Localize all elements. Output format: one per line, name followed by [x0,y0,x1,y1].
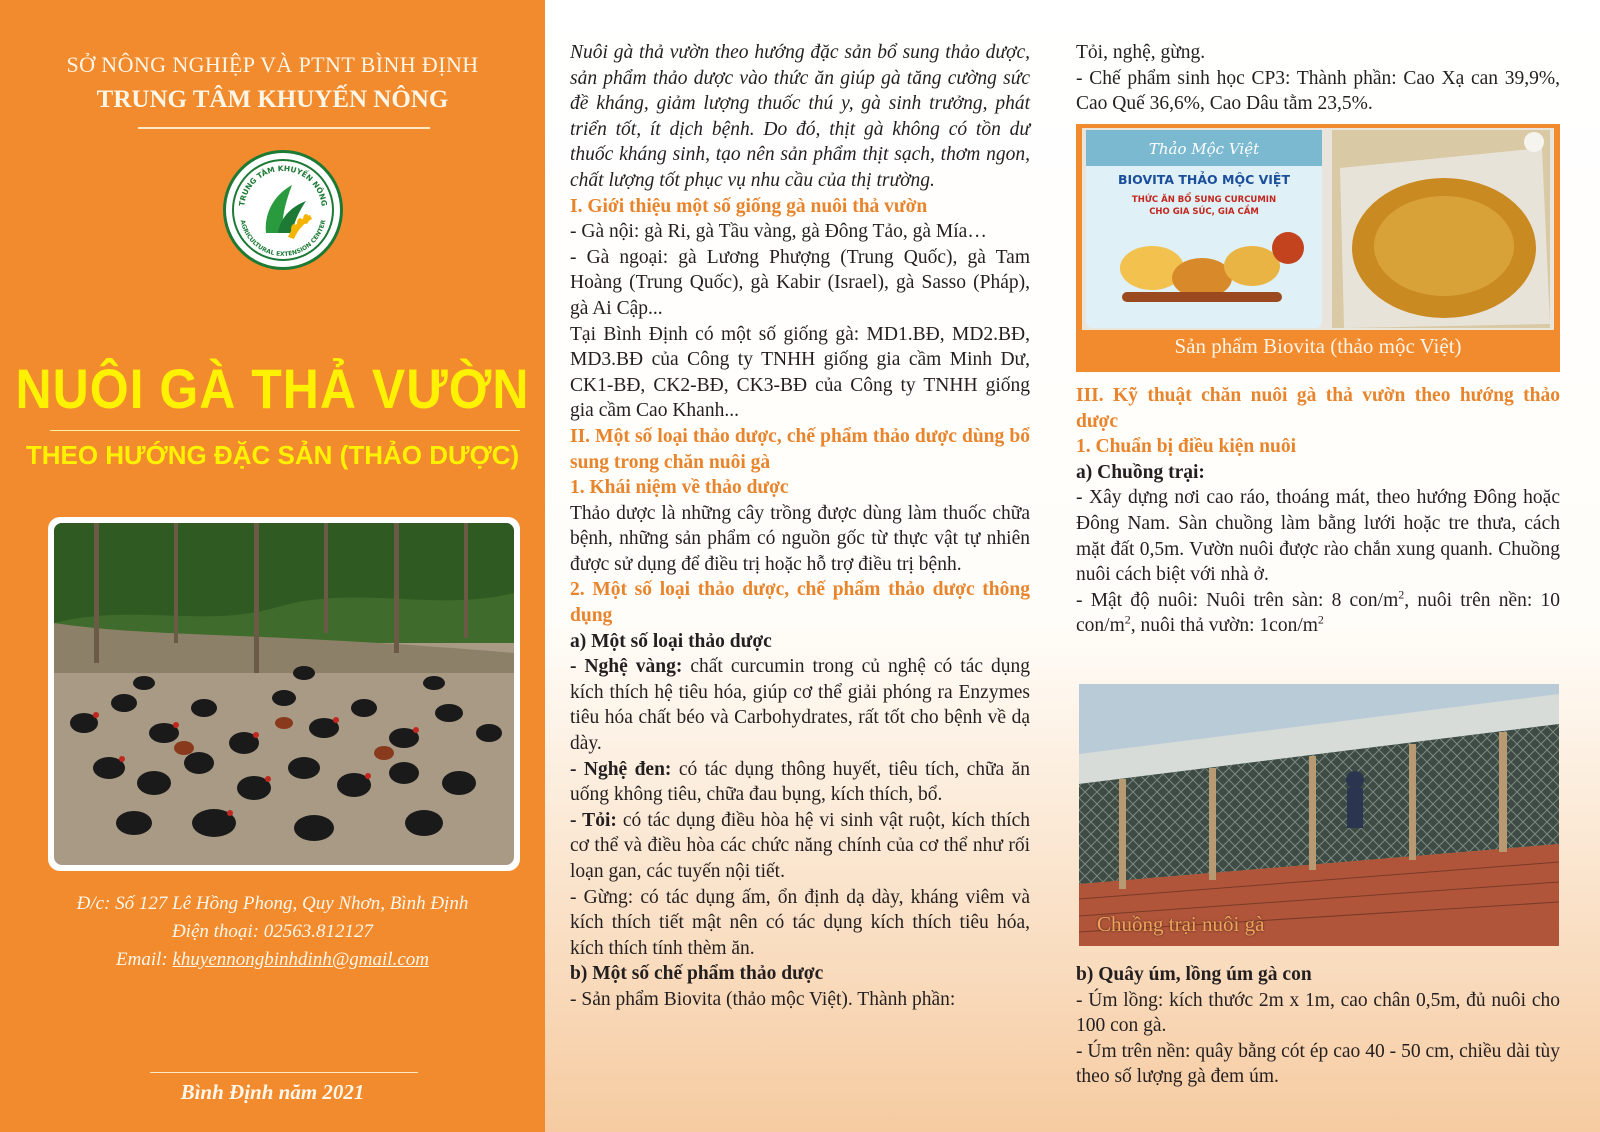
logo-top-text: TRUNG TÂM KHUYẾN NÔNG [237,163,329,207]
floor-brooding: - Úm trên nền: quây bằng cót ép cao 40 - 50 cm, chiều dài tùy theo số lượng gà đem úm. [1076,1040,1560,1088]
herb-list-heading: a) Một số loại thảo dược [570,630,772,652]
title-rule [50,430,520,431]
black-turmeric-label: - Nghệ đen: [570,758,672,780]
subsection-heading-2-1: 1. Khái niệm về thảo dược [570,477,789,499]
garlic-label: - Tỏi: [570,809,617,831]
right-column-top [1076,40,1560,117]
subsection-heading-2-2: 2. Một số loại thảo dược, chế phẩm thảo dược thông dụng [570,579,1030,627]
density-ground: , nuôi trên nền: 10 con/m [1076,589,1560,637]
publication-year: Bình Định năm 2021 [180,1080,365,1104]
chicken-coop-photo [1079,684,1559,946]
garlic-text: có tác dụng điều hòa hệ vi sinh vật ruột, kích thích cơ thể và điều hòa các chức năng chính của cơ thể như rối loạn gan, các tuyến nội tiết. [570,809,1030,882]
free-range-chickens-photo [54,523,514,865]
cover-title: NUÔI GÀ THẢ VƯỜN [15,357,530,421]
right-column-middle [1076,383,1560,639]
turmeric-label: - Nghệ vàng: [570,656,683,678]
bag-line2-text: CHO GIA SÚC, GIA CẦM [1149,207,1259,217]
center-name: TRUNG TÂM KHUYẾN NÔNG [96,86,449,113]
stocking-density [1076,588,1560,639]
herb-black-turmeric [570,757,1030,808]
density-garden-sup: 2 [1317,612,1324,627]
herb-garlic [570,808,1030,885]
footer-rule [150,1072,418,1073]
section-heading-3: III. Kỹ thuật chăn nuôi gà thả vườn theo hướng thảo dược [1076,385,1560,432]
section-heading-1: I. Giới thiệu một số giống gà nuôi thả vườn [570,195,928,217]
herb-definition: Thảo dược là những cây trồng được dùng làm thuốc chữa bệnh, những sản phẩm có nguồn gốc từ thực vật tự nhiên được sử dụng để điều trị hoặc hỗ trợ điều trị bệnh. [570,502,1030,575]
product-figure [1076,124,1560,372]
intro-paragraph: Nuôi gà thả vườn theo hướng đặc sản bổ sung thảo dược, sản phẩm thảo dược vào thức ăn giúp gà tăng cường sức đề kháng, giảm lượng thuốc thú y, gà sinh trưởng, phát triển tốt, ít dịch bệnh. Do đó, thịt gà không có tồn dư thuốc kháng sinh, tạo nên sản phẩm thịt sạch, thơm ngon, chất lượng tốt phục vụ nhu cầu của thị trường. [570,42,1030,191]
density-garden: , nuôi thả vườn: 1con/m [1130,615,1318,637]
herb-ginger: - Gừng: có tác dụng ấm, ổn định dạ dày, kháng viêm và kích thích tiết mật nên có tác dụng kích thích tiêu hóa, kích thích tính thèm ăn. [570,886,1030,959]
binh-dinh-breeds: Tại Bình Định có một số giống gà: MD1.BĐ, MD2.BĐ, MD3.BĐ của Công ty TNHH giống gia cầm Minh Dư, CK1-BĐ, CK2-BĐ, CK3-BĐ của Công ty TNHH giống gia cầm Cao Khanh... [570,323,1030,422]
middle-column [570,40,1030,1013]
subsection-heading-3-1: 1. Chuẩn bị điều kiện nuôi [1076,436,1297,458]
cover-panel [0,0,545,1132]
department-name: SỞ NÔNG NGHIỆP VÀ PTNT BÌNH ĐỊNH [66,52,479,77]
product-caption: Sản phẩm Biovita (thảo mộc Việt) [1174,334,1462,358]
email-label: Email: [116,949,173,970]
coop-caption: Chuồng trại nuôi gà [1097,912,1265,936]
foreign-breeds: - Gà ngoại: gà Lương Phượng (Trung Quốc), gà Tam Hoàng (Trung Quốc), gà Kabir (Israel), gà Sasso (Pháp), gà Ai Cập... [570,246,1030,319]
cover-subtitle: THEO HƯỚNG ĐẶC SẢN (THẢO DƯỢC) [25,440,520,470]
logo-bottom-text: AGRICULTURAL EXTENSION CENTER [238,219,328,259]
density-floor-sup: 2 [1398,587,1405,602]
bag-brand-text: Thảo Mộc Việt [1148,140,1260,158]
black-turmeric-text: có tác dụng thông huyết, tiêu tích, chữa ăn uống không tiêu, chữa đau bụng, kích thích, bổ. [570,758,1031,806]
coop-heading: a) Chuồng trại: [1076,461,1205,483]
biovita-product-photo [1082,128,1554,330]
turmeric-text: chất curcumin trong củ nghệ có tác dụng kích thích hệ tiêu hóa, giúp cơ thể giải phóng ra Enzymes tiêu hóa chất béo và Carbohydrates, rất tốt cho bệnh về dạ dày. [570,656,1030,755]
phone: Điện thoại: 02563.812127 [171,921,374,942]
density-floor: - Mật độ nuôi: Nuôi trên sàn: 8 con/m [1076,589,1399,611]
brooder-heading: b) Quây úm, lồng úm gà con [1076,964,1312,985]
biovita-ingredients: Tỏi, nghệ, gừng. [1076,42,1206,63]
address: Đ/c: Số 127 Lê Hồng Phong, Quy Nhơn, Bình Định [76,893,469,914]
header-rule [138,127,430,129]
biovita-paragraph: - Sản phẩm Biovita (thảo mộc Việt). Thành phần: [570,988,956,1010]
herbal-products-heading: b) Một số chế phẩm thảo dược [570,963,824,985]
cp3-product: - Chế phẩm sinh học CP3: Thành phần: Cao Xạ can 39,9%, Cao Quế 36,6%, Cao Dâu tằm 23,5%. [1076,67,1560,115]
cage-brooding: - Úm lồng: kích thước 2m x 1m, cao chân 0,5m, đủ nuôi cho 100 con gà. [1076,989,1560,1037]
native-breeds: - Gà nội: gà Ri, gà Tầu vàng, gà Đông Tảo, gà Mía… [570,221,987,243]
herb-turmeric [570,654,1030,756]
right-column-bottom [1076,962,1560,1090]
density-ground-sup: 2 [1124,612,1131,627]
coop-construction: - Xây dựng nơi cao ráo, thoáng mát, theo hướng Đông hoặc Đông Nam. Sàn chuồng làm bằng lưới hoặc tre thưa, cách mặt đất 0,5m. Vườn nuôi được rào chắn xung quanh. Chuồng nuôi cách biệt với nhà ở. [1076,487,1560,586]
agriculture-center-logo [223,150,343,270]
cover-photo-frame [48,517,520,871]
email-line [0,949,545,971]
email-link[interactable]: khuyennongbinhdinh@gmail.com [172,949,429,970]
bag-title-text: BIOVITA THẢO MỘC VIỆT [1118,172,1290,187]
section-heading-2: II. Một số loại thảo dược, chế phẩm thảo dược dùng bổ sung trong chăn nuôi gà [570,425,1030,473]
bag-line1-text: THỨC ĂN BỔ SUNG CURCUMIN [1131,195,1277,205]
logo-emblem-icon [226,153,340,267]
